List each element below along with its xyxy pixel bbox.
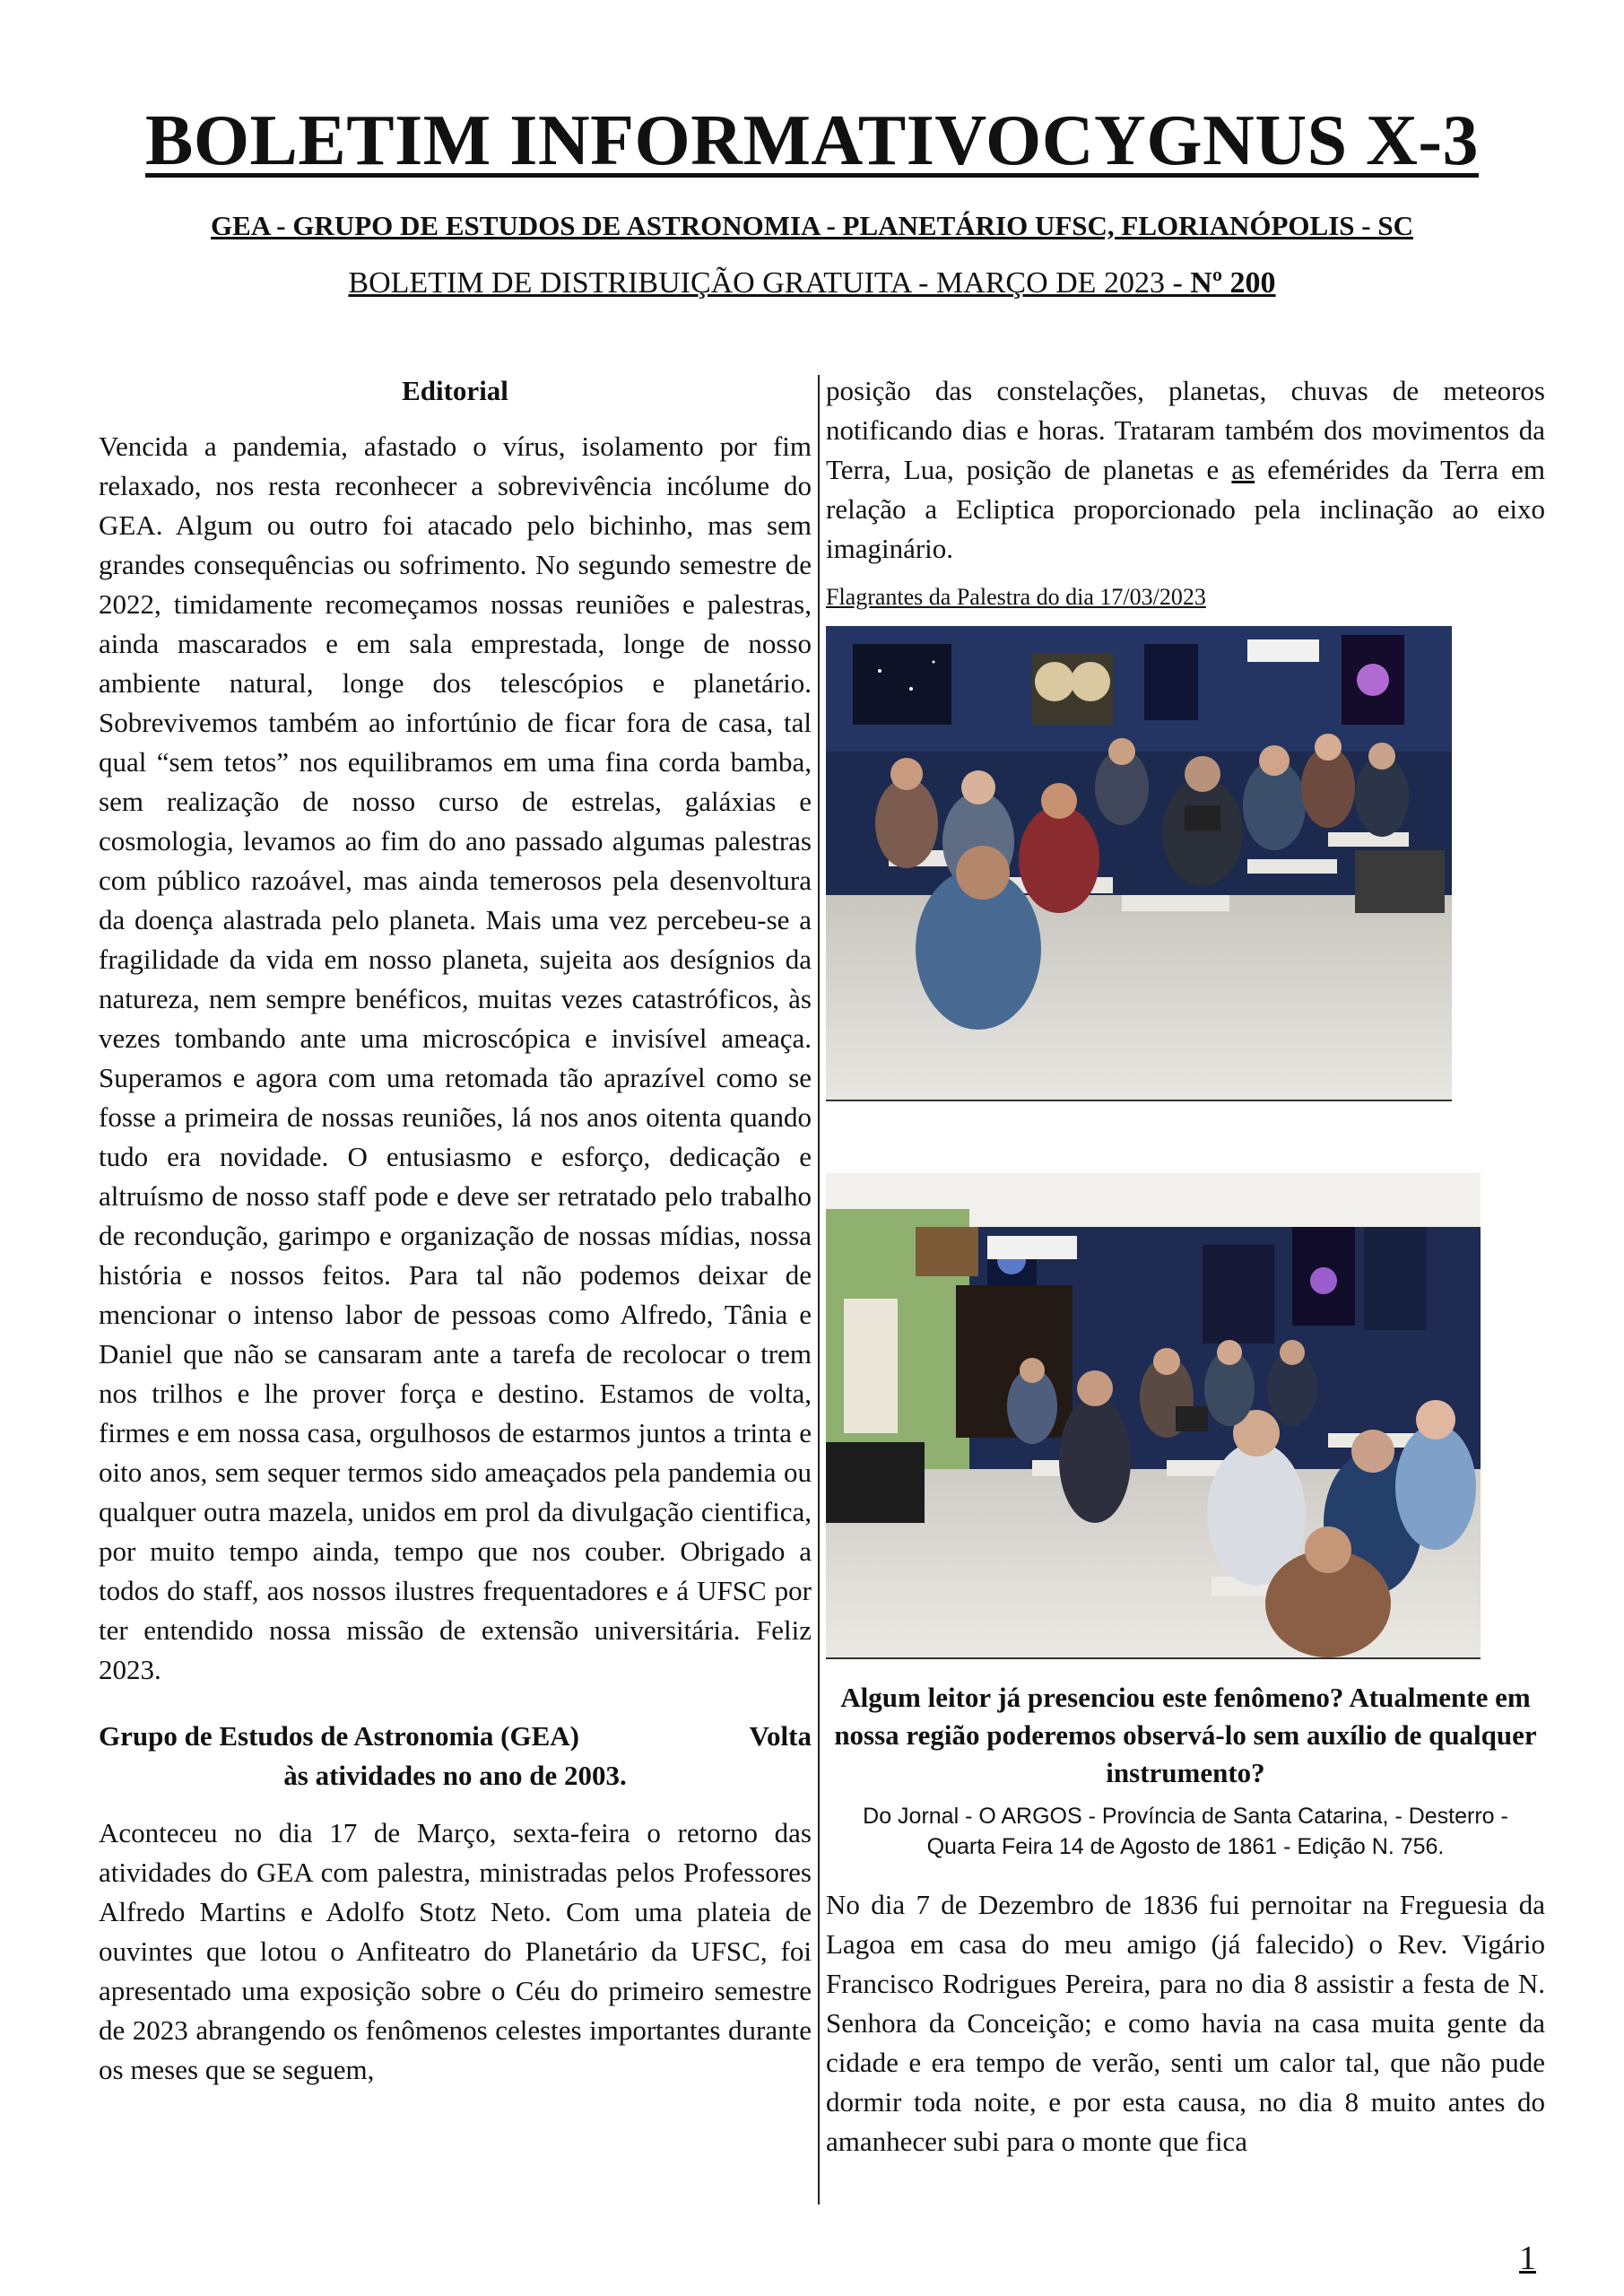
gea-section-body: Aconteceu no dia 17 de Março, sexta-feira o retorno das atividades do GEA com palestra, ministradas pelos Professores Alfredo Martins e Adolfo Stotz Neto. Com uma plateia de ouvintes que lotou o Anfiteatro do Planetário da UFSC, foi apresentado uma exposição sobre o Céu do primeiro semestre de 2023 abrangendo os fenômenos celestes importantes durante os meses que se seguem, — [99, 1817, 812, 2085]
editorial-heading: Editorial — [402, 375, 508, 406]
continuation-underlined-word: as — [1231, 454, 1255, 485]
gea-heading-right: Volta — [749, 1720, 812, 1752]
editorial-body: Vencida a pandemia, afastado o vírus, isolamento por fim relaxado, nos resta reconhecer a sobrevivência incólume do GEA. Algum ou outro foi atacado pelo bichinho, mas sem grandes consequências ou sofrimento. No segundo semestre de 2022, timidamente recomeçamos nossas reuniões e palestras, ainda mascarados e em sala emprestada, longe de nosso ambiente natural, longe dos telescópios e planetário. Sobrevivemos também ao infortúnio de ficar fora de casa, tal qual “sem tetos” nos equilibramos em uma fina corda bamba, sem realização de nosso curso de estrelas, galáxias e cosmologia, levamos ao fim do ano passado algumas palestras com público razoável, mas ainda temerosos pela desenvoltura da doença alastrada pelo planeta. Mais uma vez percebeu-se a fragilidade da vida em nosso planeta, sujeita aos desígnios da natureza, nem sempre benéficos, muitas vezes catastróficos, às vezes tombando ante uma microscópica e invisível ameaça. Superamos e agora com uma retomada tão aprazível como se fosse a primeira de nossas reuniões, lá nos anos oitenta quando tudo era novidade. O entusiasmo e esforço, dedicação e altruísmo de nosso staff pode e deve ser retratado pelo trabalho de recondução, garimpo e organização de nossas mídias, nossa história e nossos feitos. Para tal não podemos deixar de mencionar o intenso labor de pessoas como Alfredo, Tânia e Daniel que não se cansaram ante a tarefa de recolocar o trem nos trilhos e lhe prover força e destino. Estamos de volta, firmes e em nossa casa, orgulhosos de estarmos juntos a trinta e oito anos, sem sequer termos sido ameaçados pela pandemia ou qualquer outra mazela, unidos em prol da divulgação cientifica, por muito tempo ainda, tempo que nos couber. Obrigado a todos do staff, aos nossos ilustres frequentadores e á UFSC por ter entendido nossa missão de extensão universitária. Feliz 2023. — [99, 430, 812, 1685]
gea-heading-line2: às atividades no ano de 2003. — [283, 1760, 627, 1791]
issue-number: Nº 200 — [1190, 266, 1276, 300]
organization-subtitle: GEA - GRUPO DE ESTUDOS DE ASTRONOMIA - PLANETÁRIO UFSC, FLORIANÓPOLIS - SC — [211, 210, 1413, 241]
gea-heading-left: Grupo de Estudos de Astronomia (GEA) — [99, 1720, 579, 1752]
continuation-text-b: efemérides da Terra em relação a Ecliptica proporcionado pela inclinação ao eixo imaginário. — [826, 454, 1545, 564]
bulletin-title: BOLETIM INFORMATIVOCYGNUS X-3 — [144, 101, 1480, 180]
source-line-1: Do Jornal - O ARGOS - Província de Santa Catarina, - Desterro - — [863, 1804, 1508, 1829]
classroom-photo-image-2 — [826, 1173, 1481, 1657]
article-body: No dia 7 de Dezembro de 1836 fui pernoitar na Freguesia da Lagoa em casa do meu amigo (já falecido) o Rev. Vigário Francisco Rodrigues Pereira, para no dia 8 assistir a festa de N. Senhora da Conceição; e como havia na casa muita gente da cidade e era tempo de verão, senti um calor tal, que não pude dormir toda noite, e por esta causa, no dia 8 muito antes do amanhecer subi para o monte que fica — [826, 1889, 1545, 2157]
gea-section-heading — [99, 1717, 812, 1796]
distribution-line — [0, 266, 1624, 300]
column-divider — [818, 375, 820, 2205]
lecture-photo-2 — [826, 1173, 1481, 1659]
photos-caption: Flagrantes da Palestra do dia 17/03/2023 — [826, 584, 1206, 610]
article-source — [826, 1801, 1545, 1862]
lecture-photo-1 — [826, 626, 1452, 1101]
gea-section-continuation — [826, 371, 1545, 569]
left-column — [99, 371, 812, 2090]
classroom-photo-image — [826, 626, 1452, 1100]
continuation-text-a: posição das constelações, planetas, chuvas de meteoros notificando dias e horas. Trataram também dos movimentos da Terra, Lua, posição de planetas e — [826, 375, 1545, 485]
source-line-2: Quarta Feira 14 de Agosto de 1861 - Edição N. 756. — [926, 1834, 1445, 1859]
distribution-text: BOLETIM DE DISTRIBUIÇÃO GRATUITA - MARÇO DE 2023 - — [348, 266, 1191, 300]
page-number: 1 — [1519, 2239, 1536, 2277]
article-question: Algum leitor já presenciou este fenômeno? Atualmente em nossa região poderemos observá-lo sem auxílio de qualquer instrumento? — [834, 1682, 1537, 1788]
right-column — [826, 371, 1545, 2161]
